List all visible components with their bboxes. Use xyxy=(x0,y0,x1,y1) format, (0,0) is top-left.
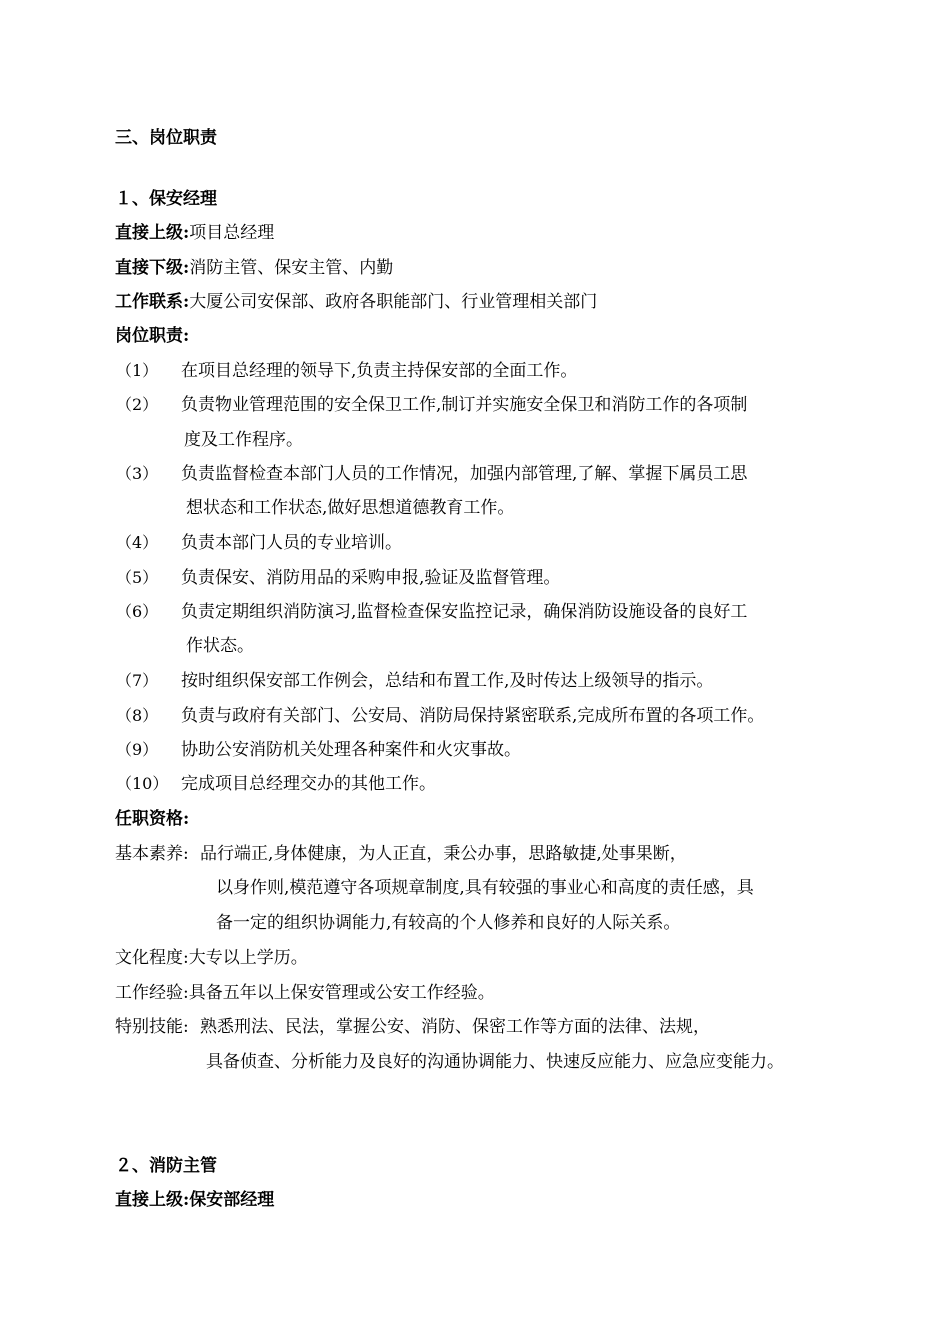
experience-label: 工作经验: xyxy=(115,983,189,1003)
manager-contact xyxy=(115,292,597,312)
duty-number: （3） xyxy=(116,464,159,483)
qualification-label: 任职资格: xyxy=(115,809,190,829)
subordinate-label: 直接下级: xyxy=(115,258,190,278)
fs-superior-label: 直接上级: xyxy=(115,1190,190,1210)
duties-label: 岗位职责: xyxy=(115,326,190,346)
duty-number: （5） xyxy=(116,568,159,587)
duty-text: 按时组织保安部工作例会，总结和布置工作,及时传达上级领导的指示。 xyxy=(181,671,714,691)
duty-text: 协助公安消防机关处理各种案件和火灾事故。 xyxy=(181,740,521,760)
section-title: 三、岗位职责 xyxy=(115,128,217,148)
education-row xyxy=(115,948,308,968)
manager-heading: １、保安经理 xyxy=(115,189,217,209)
duty-text-continued: 作状态。 xyxy=(186,636,254,656)
education-value: 大专以上学历。 xyxy=(188,948,308,968)
quality-line: 品行端正,身体健康，为人正直，秉公办事，思路敏捷,处事果断， xyxy=(200,844,687,864)
duty-number: （10） xyxy=(116,774,169,793)
fs-superior-value: 保安部经理 xyxy=(189,1190,275,1210)
duty-text-continued: 度及工作程序。 xyxy=(184,430,303,450)
quality-line: 以身作则,模范遵守各项规章制度,具有较强的事业心和高度的责任感，具 xyxy=(216,878,754,898)
skills-line: 熟悉刑法、民法，掌握公安、消防、保密工作等方面的法律、法规， xyxy=(200,1017,710,1037)
superior-value: 项目总经理 xyxy=(189,223,275,243)
duty-text: 负责监督检查本部门人员的工作情况，加强内部管理,了解、掌握下属员工思 xyxy=(181,464,748,484)
quality-label: 基本素养: xyxy=(115,844,189,864)
duty-text: 完成项目总经理交办的其他工作。 xyxy=(181,774,436,794)
duty-text: 在项目总经理的领导下,负责主持保安部的全面工作。 xyxy=(181,361,578,381)
duty-number: （1） xyxy=(116,361,159,380)
skills-label: 特别技能: xyxy=(115,1017,189,1037)
duty-text: 负责保安、消防用品的采购申报,验证及监督管理。 xyxy=(181,568,561,588)
fire-supervisor-heading: ２、消防主管 xyxy=(115,1156,217,1176)
contact-label: 工作联系: xyxy=(115,292,190,312)
duty-text: 负责本部门人员的专业培训。 xyxy=(181,533,402,553)
superior-label: 直接上级: xyxy=(115,223,190,243)
duty-number: （6） xyxy=(116,602,159,621)
duty-number: （7） xyxy=(116,671,159,690)
fire-supervisor-superior xyxy=(115,1190,274,1210)
duty-number: （8） xyxy=(116,706,159,725)
duty-text: 负责定期组织消防演习,监督检查保安监控记录，确保消防设施设备的良好工 xyxy=(181,602,748,622)
duty-number: （2） xyxy=(116,395,159,414)
duty-text: 负责物业管理范围的安全保卫工作,制订并实施安全保卫和消防工作的各项制 xyxy=(181,395,748,415)
duty-number: （9） xyxy=(116,740,159,759)
manager-superior xyxy=(115,223,274,243)
experience-row xyxy=(115,983,495,1003)
skills-line: 具备侦查、分析能力及良好的沟通协调能力、快速反应能力、应急应变能力。 xyxy=(206,1052,784,1072)
experience-value: 具备五年以上保安管理或公安工作经验。 xyxy=(188,983,495,1003)
quality-line: 备一定的组织协调能力,有较高的个人修养和良好的人际关系。 xyxy=(216,913,681,933)
contact-value: 大厦公司安保部、政府各职能部门、行业管理相关部门 xyxy=(189,292,598,312)
duty-number: （4） xyxy=(116,533,159,552)
duty-text-continued: 想状态和工作状态,做好思想道德教育工作。 xyxy=(186,498,515,518)
subordinate-value: 消防主管、保安主管、内勤 xyxy=(189,258,394,278)
education-label: 文化程度: xyxy=(115,948,189,968)
manager-subordinate xyxy=(115,258,393,278)
duty-text: 负责与政府有关部门、公安局、消防局保持紧密联系,完成所布置的各项工作。 xyxy=(181,706,765,726)
